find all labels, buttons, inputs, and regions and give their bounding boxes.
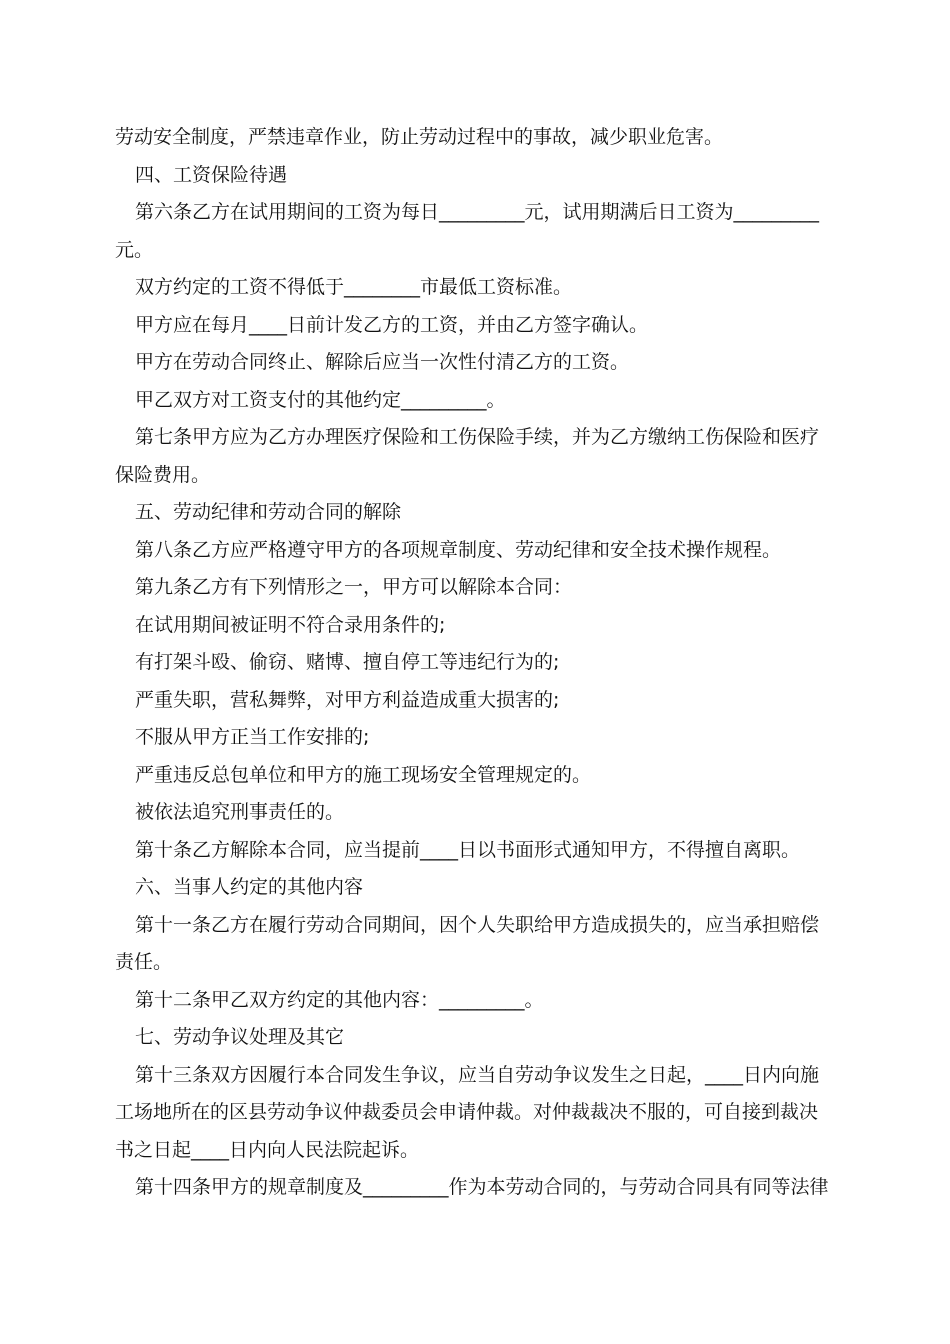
text-line: 责任。 xyxy=(115,951,173,973)
text-line: 第十三条双方因履行本合同发生争议，应当自劳动争议发生之日起，____日内向施 xyxy=(135,1063,820,1086)
text-line: 甲方在劳动合同终止、解除后应当一次性付清乙方的工资。 xyxy=(135,351,630,373)
text-line: 甲乙双方对工资支付的其他约定_________。 xyxy=(135,388,506,411)
list-item: 有打架斗殴、偷窃、赌博、擅自停工等违纪行为的; xyxy=(135,651,560,673)
text-line: 第十四条甲方的规章制度及_________作为本劳动合同的，与劳动合同具有同等法律 xyxy=(135,1176,829,1198)
section-heading-disputes: 七、劳动争议处理及其它 xyxy=(135,1026,345,1048)
section-heading-wages: 四、工资保险待遇 xyxy=(135,163,288,186)
list-item: 被依法追究刑事责任的。 xyxy=(135,801,345,823)
text-line: 甲方应在每月____日前计发乙方的工资，并由乙方签字确认。 xyxy=(135,313,649,336)
text-line: 劳动安全制度，严禁违章作业，防止劳动过程中的事故，减少职业危害。 xyxy=(115,126,724,148)
list-item: 严重失职，营私舞弊，对甲方利益造成重大损害的; xyxy=(135,688,560,711)
text-line: 第六条乙方在试用期间的工资为每日_________元，试用期满后日工资为_________ xyxy=(135,201,820,223)
text-line: 第十二条甲乙双方约定的其他内容：_________。 xyxy=(135,988,544,1011)
text-line: 保险费用。 xyxy=(115,463,211,486)
text-line: 书之日起____日内向人民法院起诉。 xyxy=(115,1138,420,1161)
text-line: 元。 xyxy=(115,238,154,261)
text-line: 第十一条乙方在履行劳动合同期间，因个人失职给甲方造成损失的，应当承担赔偿 xyxy=(135,913,820,936)
list-item: 严重违反总包单位和甲方的施工现场安全管理规定的。 xyxy=(135,763,592,786)
text-line: 第八条乙方应严格遵守甲方的各项规章制度、劳动纪律和安全技术操作规程。 xyxy=(135,538,782,561)
text-line: 工场地所在的区县劳动争议仲裁委员会申请仲裁。对仲裁裁决不服的，可自接到裁决 xyxy=(115,1101,819,1123)
section-heading-other: 六、当事人约定的其他内容 xyxy=(135,876,364,898)
text-line: 第七条甲方应为乙方办理医疗保险和工伤保险手续，并为乙方缴纳工伤保险和医疗 xyxy=(135,426,820,448)
text-line: 第十条乙方解除本合同，应当提前____日以书面形式通知甲方，不得擅自离职。 xyxy=(135,838,801,861)
section-heading-discipline: 五、劳动纪律和劳动合同的解除 xyxy=(135,501,402,523)
text-line: 双方约定的工资不得低于________市最低工资标准。 xyxy=(135,276,573,298)
list-item: 在试用期间被证明不符合录用条件的; xyxy=(135,613,446,636)
text-line: 第九条乙方有下列情形之一，甲方可以解除本合同： xyxy=(135,576,573,598)
list-item: 不服从甲方正当工作安排的; xyxy=(135,726,370,748)
